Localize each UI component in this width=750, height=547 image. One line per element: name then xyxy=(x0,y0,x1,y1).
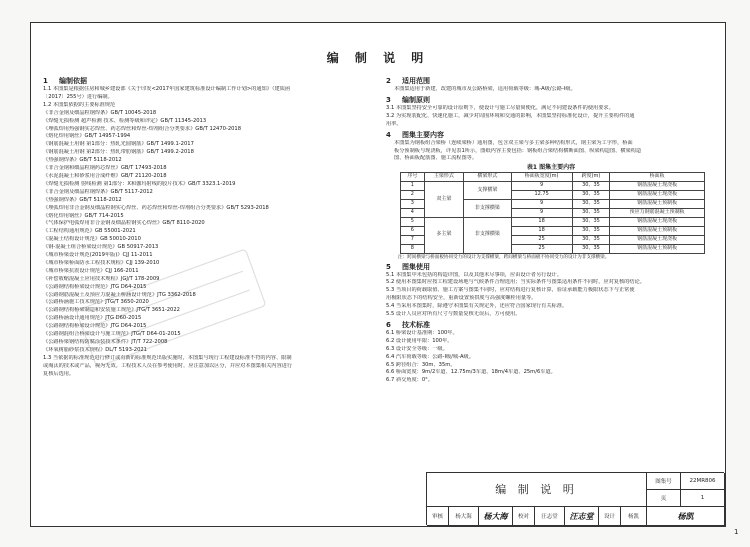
s3-line: 用率。 xyxy=(386,120,402,127)
basis-line: 1.3 当依据的标准规范进行修订或有新的标准规范出版实施时，本图集与现行工程建设标准不符的内容、限制 xyxy=(43,354,292,361)
table-header-cell: 桥面板宽度(m) xyxy=(511,173,572,182)
basis-line: 或淘汰的技术或产品，视为无效。工程技术人员在参考使用时，应注意加以区分，并应对本图集相关内容进行 xyxy=(43,362,293,369)
basis-line: 1.2 本图集依据的主要标准规范 xyxy=(43,101,116,108)
basis-line: 《非合金钢及细晶粒钢焊条》GB/T 10045-2018 xyxy=(43,109,157,116)
s3-line: 3.2 为实现装配化、快速化施工，减少对周围环境和交通的影响，本图集坚持标准化设计，提升主要构件的通 xyxy=(386,112,635,119)
s3-body xyxy=(386,105,716,129)
table-cell: 30、35 xyxy=(572,182,610,191)
atlas-label: 图集号 xyxy=(647,473,681,490)
table-caption: 表1 图集主要内容 xyxy=(526,164,576,172)
s5-body xyxy=(386,272,716,319)
basis-line: 《公路钢混组合桥梁设计与施工规范》JTG/T D64-01-2015 xyxy=(43,331,181,338)
left-column xyxy=(43,75,373,379)
checker-signature: 汪志堂 xyxy=(565,507,599,526)
table-header-cell: 主梁形式 xyxy=(424,173,463,182)
s5-line: 5.5 设计人员应对所有尺寸与数量复核无误后，方可使用。 xyxy=(386,311,521,318)
s6-body xyxy=(386,330,716,385)
s4-body xyxy=(386,140,716,164)
basis-line: 《熔化焊用钢丝》GB/T 14957-1994 xyxy=(43,133,131,140)
right-column xyxy=(386,75,716,385)
reviewer-signature: 杨大海 xyxy=(479,507,513,526)
table-cell: 钢筋混凝土现浇板 xyxy=(610,235,705,244)
s6-line: 6.1 桥梁设计基准期：100年。 xyxy=(386,329,458,336)
basis-line: 复核后选用。 xyxy=(43,370,75,377)
basis-line: 《公路桥涵设计通用规范》JTG D60-2015 xyxy=(43,315,142,322)
basis-line: 《热强钢焊条》GB/T 5118-2012 xyxy=(43,196,122,203)
s3-line: 3.1 本图集坚持安全可靠的设计原则下，使设计与施工尽量简便化，满足不同建设条件的使用要求。 xyxy=(386,104,614,111)
basis-line: 《混凝土结构设计规范》GB 50010-2010 xyxy=(43,236,141,243)
table-header-row xyxy=(401,173,705,182)
designer-name: 杨凯 xyxy=(621,507,647,526)
table-header-cell: 桥面板 xyxy=(610,173,705,182)
table-cell: 25 xyxy=(511,235,572,244)
table-cell: 6 xyxy=(401,226,425,235)
basis-line: 《工程结构通用规范》GB 55001-2021 xyxy=(43,228,136,235)
s2-line: 本图集适用于新建、改建的城市及公路桥梁，适用荷载等级：城-A级/公路-I级。 xyxy=(394,86,576,92)
basis-line: 《公路桥涵施工技术规范》JTG/T 3650-2020 xyxy=(43,299,149,306)
basis-line: 1.1 本图集是根据住房和城乡建设部《关于印发<2017年国家建筑标准设计编制工作计划>的通知》（建质函 xyxy=(43,86,291,92)
basis-line: 《焊缝无损检测 超声检测 技术、检测等级和评定》GB/T 11345-2013 xyxy=(43,117,207,124)
basis-line: 《熔化焊用钢丝》GB/T 714-2015 xyxy=(43,212,124,219)
table-cell: 钢筋混凝土预制板 xyxy=(610,244,705,253)
table-cell: 9 xyxy=(511,182,572,191)
s6-line: 6.7 斜交角度：0°。 xyxy=(386,377,433,384)
table-cell: 钢筋混凝土预制板 xyxy=(610,200,705,209)
section-heading-3: 3 编制原则 xyxy=(386,95,430,104)
table-cell: 18 xyxy=(511,226,572,235)
table-cell: 30、35 xyxy=(572,200,610,209)
basis-line: 《公路钢筋混凝土及预应力混凝土桥涵设计规范》JTG 3362-2018 xyxy=(43,291,196,298)
table-cell: 3 xyxy=(401,200,425,209)
basis-line: 《水泥混凝土和砂浆用合成纤维》GB/T 21120-2018 xyxy=(43,172,167,179)
table-note: 注：跨间横梁与桥面板协同受力的设计为支撑横梁，跨间横梁与桥面板不协同受力的设计为非支撑横梁。 xyxy=(398,254,610,260)
atlas-number: 22MR806 xyxy=(681,473,725,490)
basis-line: 《钢-混凝土组合桥梁设计规范》GB 50917-2013 xyxy=(43,244,159,251)
table-cell: 30、35 xyxy=(572,244,610,253)
s5-line: 5.2 使用本图集时应按工程建设场地与气候条件合理选用；当实际条件与图集适用条件不同时，应对复核的结论。 xyxy=(386,279,645,286)
page-title: 编 制 说 明 xyxy=(326,51,430,65)
basis-line: 《焊缝无损检测 射线检测 第1部分：X和伽玛射线的胶片技术》GB/T 3323.1-2019 xyxy=(43,180,236,187)
basis-list xyxy=(43,86,373,379)
s4-line: 本图集为钢板组合梁桥（连续梁桥）通用图，包含双主梁与多主梁多种结构形式，钢主梁为工字形，桥面 xyxy=(394,139,633,146)
basis-line: 《非合金钢和细晶粒钢药芯焊丝》GB/T 17493-2018 xyxy=(43,165,167,172)
table-cell: 9 xyxy=(511,208,572,217)
designer-signature: 杨凯 xyxy=(647,507,725,526)
basis-line: 《城市桥梁设计规范(2019年版)》CJJ 11-2011 xyxy=(43,252,153,259)
s6-line: 6.6 桥面宽度：9m/2车道、12.75m/3车道、18m/4车道、25m/6车道。 xyxy=(386,369,556,376)
content-table xyxy=(400,172,705,253)
table-cell: 9 xyxy=(511,200,572,209)
s2-body xyxy=(386,86,716,94)
section-heading-5: 5 图集使用 xyxy=(386,262,430,271)
s6-line: 6.5 跨径组合：30m、35m。 xyxy=(386,361,456,368)
s6-line: 6.4 汽车荷载等级：公路-I级/城-A级。 xyxy=(386,353,474,360)
table-cell: 30、35 xyxy=(572,235,610,244)
s5-line: 用极限状态下的结构安全，重新设置预拱度与高强度螺栓用量等。 xyxy=(386,295,537,302)
s6-line: 6.3 设计安全等级：一级。 xyxy=(386,345,448,352)
s4-line: 板分预制板与现浇板，详见表1所示，图纸内容主要包括：钢板组合梁结构横断面图、纵梁构造图、横梁构造 xyxy=(394,147,642,154)
table-cell: 18 xyxy=(511,217,572,226)
basis-line: 《城市桥梁抗震设计规范》CJJ 166-2011 xyxy=(43,267,139,274)
table-cell: 30、35 xyxy=(572,226,610,235)
s5-line: 5.1 本图集中未包括的构造详图，以及其他未尽事项，应由设计者另行设计。 xyxy=(386,271,562,278)
basis-line: 《非合金钢及细晶粒钢焊条》GB/T 5117-2012 xyxy=(43,188,153,195)
page-label: 页 xyxy=(647,490,681,507)
title-block xyxy=(426,472,724,525)
table-cell: 1 xyxy=(401,182,425,191)
table-header-cell: 序号 xyxy=(401,173,425,182)
design-label: 设计 xyxy=(599,507,621,526)
basis-line: 〔2017〕255号）进行编制。 xyxy=(43,93,113,100)
table-cell: 25 xyxy=(511,244,572,253)
basis-line: 《公路桥梁钢结构防腐涂装技术条件》JT/T 722-2008 xyxy=(43,339,168,345)
table-cell: 双主梁 xyxy=(424,182,463,218)
table-cell: 8 xyxy=(401,244,425,253)
table-header-cell: 横梁形式 xyxy=(464,173,511,182)
table-cell: 30、35 xyxy=(572,208,610,217)
table-cell: 5 xyxy=(401,217,425,226)
table-row xyxy=(401,182,705,191)
table-cell: 非支撑横梁 xyxy=(464,217,511,253)
drawing-frame xyxy=(30,22,726,527)
section-heading-4: 4 图集主要内容 xyxy=(386,130,444,139)
review-label: 审核 xyxy=(427,507,449,526)
s4-line: 图、桥面板配筋图、施工流程图等。 xyxy=(394,155,478,162)
s5-line: 5.4 当采用本图集时，除遵守本图集有关规定外，还应符合国家现行有关标准。 xyxy=(386,303,568,310)
table-cell: 30、35 xyxy=(572,191,610,200)
table-cell: 支撑横梁 xyxy=(464,182,511,200)
check-label: 校对 xyxy=(513,507,535,526)
basis-line: 《公路钢结构桥梁制造和安装施工规范》JTG/T 3651-2022 xyxy=(43,307,180,314)
basis-line: 《钢筋混凝土用钢 第1部分：热轧光圆钢筋》GB/T 1499.1-2017 xyxy=(43,141,194,148)
page-number-cell: 1 xyxy=(681,490,725,507)
s6-line: 6.2 设计使用年限：100年。 xyxy=(386,337,453,344)
section-heading-6: 6 技术标准 xyxy=(386,320,430,329)
basis-line: 《城市桥梁桥面防水工程技术规程》CJJ 139-2010 xyxy=(43,259,160,266)
basis-line: 《埋弧焊用热强钢实芯焊丝、药芯焊丝和焊丝-焊剂组合分类要求》GB/T 12470-2018 xyxy=(43,125,242,132)
table-row xyxy=(401,217,705,226)
section-heading-2: 2 适用范围 xyxy=(386,77,430,85)
basis-line: 《环氧树脂砂浆技术规程》DL/T 5193-2021 xyxy=(43,346,147,353)
reviewer-name: 杨大海 xyxy=(449,507,479,526)
basis-line: 《公路钢结构桥梁设计规范》JTG D64-2015 xyxy=(43,283,147,290)
checker-name: 汪志堂 xyxy=(535,507,565,526)
title-block-title: 编 制 说 明 xyxy=(427,473,647,507)
basis-line: 《钢筋混凝土用钢 第2部分：热轧带肋钢筋》GB/T 1499.2-2018 xyxy=(43,149,194,156)
basis-line: 《埋弧焊用非合金钢及细晶粒钢实心焊丝、药芯焊丝和焊丝-焊剂组合分类要求》GB/T 5293-2018 xyxy=(43,204,269,211)
basis-line: 《热强钢焊条》GB/T 5118-2012 xyxy=(43,157,122,164)
s5-line: 5.3 当项目的荷载取值、施工方案与图集不同时，应对结构进行复核计算，验证承载能力极限状态下与正常使 xyxy=(386,287,635,294)
table-cell: 30、35 xyxy=(572,217,610,226)
table-cell: 预应力钢筋混凝土预制板 xyxy=(610,208,705,217)
table-cell: 12.75 xyxy=(511,191,572,200)
table-cell: 钢筋混凝土现浇板 xyxy=(610,191,705,200)
table-cell: 4 xyxy=(401,208,425,217)
basis-line: 《公路钢结构桥梁设计规范》JTG D64-2015 xyxy=(43,323,147,330)
table-cell: 7 xyxy=(401,235,425,244)
table-cell: 钢筋混凝土现浇板 xyxy=(610,182,705,191)
table-cell: 多主梁 xyxy=(424,217,463,253)
table-header-cell: 跨度(m) xyxy=(572,173,610,182)
table-cell: 钢筋混凝土预制板 xyxy=(610,226,705,235)
basis-line: 《气体保护电弧焊用非合金钢及细晶粒钢实心焊丝》GB/T 8110-2020 xyxy=(43,220,205,227)
table-cell: 钢筋混凝土现浇板 xyxy=(610,217,705,226)
page-number: 1 xyxy=(734,528,739,536)
basis-line: 《补偿收缩混凝土应用技术规程》JGJ/T 178-2009 xyxy=(43,275,160,282)
table-cell: 非支撑横梁 xyxy=(464,200,511,218)
table-cell: 2 xyxy=(401,191,425,200)
section-heading-1: 1 编制依据 xyxy=(43,77,87,85)
